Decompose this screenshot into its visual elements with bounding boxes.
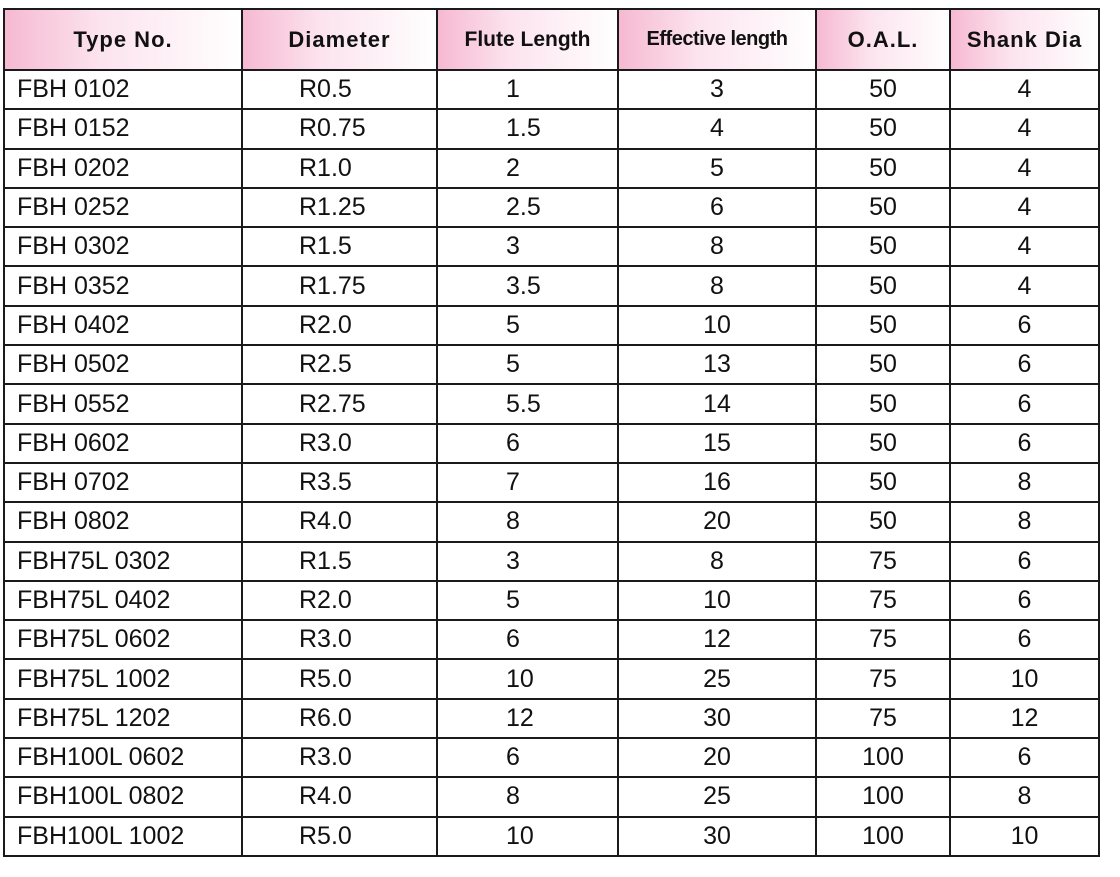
shank-dia-cell: 6 <box>950 384 1099 423</box>
diameter-cell: R3.0 <box>242 620 437 659</box>
flute-length-cell: 6 <box>437 424 618 463</box>
type-no-cell: FBH 0602 <box>4 424 242 463</box>
shank-dia-cell: 4 <box>950 266 1099 305</box>
flute-length-cell: 10 <box>437 817 618 856</box>
type-no-cell: FBH 0302 <box>4 227 242 266</box>
header-type-no: Type No. <box>4 9 242 70</box>
diameter-cell: R5.0 <box>242 817 437 856</box>
type-no-cell: FBH 0202 <box>4 149 242 188</box>
flute-length-cell: 5 <box>437 581 618 620</box>
diameter-cell: R5.0 <box>242 659 437 698</box>
shank-dia-cell: 6 <box>950 424 1099 463</box>
flute-length-cell: 6 <box>437 738 618 777</box>
type-no-cell: FBH75L 1202 <box>4 699 242 738</box>
flute-length-cell: 8 <box>437 502 618 541</box>
effective-length-cell: 8 <box>618 266 816 305</box>
diameter-cell: R2.0 <box>242 306 437 345</box>
effective-length-cell: 10 <box>618 581 816 620</box>
table-row <box>4 188 1099 227</box>
effective-length-cell: 15 <box>618 424 816 463</box>
table-row <box>4 70 1099 109</box>
oal-cell: 50 <box>816 463 950 502</box>
oal-cell: 50 <box>816 188 950 227</box>
oal-cell: 100 <box>816 738 950 777</box>
shank-dia-cell: 6 <box>950 345 1099 384</box>
diameter-cell: R6.0 <box>242 699 437 738</box>
table-row <box>4 109 1099 148</box>
oal-cell: 50 <box>816 227 950 266</box>
effective-length-cell: 4 <box>618 109 816 148</box>
oal-cell: 50 <box>816 502 950 541</box>
header-oal: O.A.L. <box>816 9 950 70</box>
diameter-cell: R4.0 <box>242 502 437 541</box>
shank-dia-cell: 10 <box>950 659 1099 698</box>
effective-length-cell: 30 <box>618 817 816 856</box>
diameter-cell: R1.25 <box>242 188 437 227</box>
oal-cell: 100 <box>816 817 950 856</box>
type-no-cell: FBH75L 0602 <box>4 620 242 659</box>
effective-length-cell: 8 <box>618 227 816 266</box>
table-row <box>4 659 1099 698</box>
diameter-cell: R3.0 <box>242 424 437 463</box>
type-no-cell: FBH 0152 <box>4 109 242 148</box>
flute-length-cell: 1 <box>437 70 618 109</box>
effective-length-cell: 8 <box>618 542 816 581</box>
shank-dia-cell: 8 <box>950 502 1099 541</box>
flute-length-cell: 5.5 <box>437 384 618 423</box>
diameter-cell: R2.0 <box>242 581 437 620</box>
flute-length-cell: 2 <box>437 149 618 188</box>
oal-cell: 100 <box>816 777 950 816</box>
shank-dia-cell: 8 <box>950 777 1099 816</box>
table-row <box>4 738 1099 777</box>
effective-length-cell: 16 <box>618 463 816 502</box>
table-header <box>4 9 1099 70</box>
effective-length-cell: 5 <box>618 149 816 188</box>
flute-length-cell: 12 <box>437 699 618 738</box>
flute-length-cell: 7 <box>437 463 618 502</box>
table-row <box>4 384 1099 423</box>
effective-length-cell: 13 <box>618 345 816 384</box>
table-row <box>4 817 1099 856</box>
table-row <box>4 581 1099 620</box>
diameter-cell: R1.5 <box>242 227 437 266</box>
shank-dia-cell: 6 <box>950 581 1099 620</box>
oal-cell: 50 <box>816 109 950 148</box>
flute-length-cell: 6 <box>437 620 618 659</box>
shank-dia-cell: 6 <box>950 620 1099 659</box>
table-row <box>4 345 1099 384</box>
effective-length-cell: 20 <box>618 502 816 541</box>
type-no-cell: FBH 0502 <box>4 345 242 384</box>
type-no-cell: FBH 0352 <box>4 266 242 305</box>
table-row <box>4 306 1099 345</box>
shank-dia-cell: 6 <box>950 738 1099 777</box>
effective-length-cell: 10 <box>618 306 816 345</box>
flute-length-cell: 3.5 <box>437 266 618 305</box>
table-row <box>4 463 1099 502</box>
header-shank-dia: Shank Dia <box>950 9 1099 70</box>
flute-length-cell: 10 <box>437 659 618 698</box>
spec-table <box>3 8 1100 857</box>
diameter-cell: R1.5 <box>242 542 437 581</box>
oal-cell: 50 <box>816 149 950 188</box>
oal-cell: 75 <box>816 659 950 698</box>
table-row <box>4 777 1099 816</box>
table-row <box>4 266 1099 305</box>
shank-dia-cell: 4 <box>950 227 1099 266</box>
flute-length-cell: 1.5 <box>437 109 618 148</box>
table-row <box>4 620 1099 659</box>
effective-length-cell: 3 <box>618 70 816 109</box>
shank-dia-cell: 4 <box>950 70 1099 109</box>
oal-cell: 75 <box>816 620 950 659</box>
shank-dia-cell: 6 <box>950 542 1099 581</box>
type-no-cell: FBH100L 0802 <box>4 777 242 816</box>
header-effective-length: Effective length <box>618 9 816 70</box>
shank-dia-cell: 4 <box>950 188 1099 227</box>
oal-cell: 50 <box>816 424 950 463</box>
table-row <box>4 424 1099 463</box>
shank-dia-cell: 12 <box>950 699 1099 738</box>
oal-cell: 75 <box>816 542 950 581</box>
type-no-cell: FBH 0402 <box>4 306 242 345</box>
oal-cell: 50 <box>816 266 950 305</box>
type-no-cell: FBH75L 0402 <box>4 581 242 620</box>
effective-length-cell: 30 <box>618 699 816 738</box>
header-flute-length: Flute Length <box>437 9 618 70</box>
diameter-cell: R3.0 <box>242 738 437 777</box>
type-no-cell: FBH 0252 <box>4 188 242 227</box>
table-row <box>4 149 1099 188</box>
diameter-cell: R1.0 <box>242 149 437 188</box>
table-row <box>4 699 1099 738</box>
oal-cell: 50 <box>816 345 950 384</box>
diameter-cell: R2.75 <box>242 384 437 423</box>
type-no-cell: FBH 0102 <box>4 70 242 109</box>
flute-length-cell: 3 <box>437 227 618 266</box>
effective-length-cell: 12 <box>618 620 816 659</box>
diameter-cell: R1.75 <box>242 266 437 305</box>
flute-length-cell: 3 <box>437 542 618 581</box>
flute-length-cell: 8 <box>437 777 618 816</box>
flute-length-cell: 2.5 <box>437 188 618 227</box>
diameter-cell: R2.5 <box>242 345 437 384</box>
shank-dia-cell: 4 <box>950 109 1099 148</box>
diameter-cell: R4.0 <box>242 777 437 816</box>
type-no-cell: FBH100L 1002 <box>4 817 242 856</box>
oal-cell: 75 <box>816 581 950 620</box>
shank-dia-cell: 6 <box>950 306 1099 345</box>
type-no-cell: FBH 0702 <box>4 463 242 502</box>
oal-cell: 50 <box>816 70 950 109</box>
header-row <box>4 9 1099 70</box>
flute-length-cell: 5 <box>437 345 618 384</box>
table-row <box>4 227 1099 266</box>
oal-cell: 50 <box>816 306 950 345</box>
shank-dia-cell: 4 <box>950 149 1099 188</box>
diameter-cell: R0.75 <box>242 109 437 148</box>
effective-length-cell: 25 <box>618 777 816 816</box>
header-diameter: Diameter <box>242 9 437 70</box>
table-body <box>4 70 1099 856</box>
oal-cell: 50 <box>816 384 950 423</box>
type-no-cell: FBH75L 0302 <box>4 542 242 581</box>
type-no-cell: FBH 0802 <box>4 502 242 541</box>
type-no-cell: FBH100L 0602 <box>4 738 242 777</box>
table-row <box>4 542 1099 581</box>
table-row <box>4 502 1099 541</box>
type-no-cell: FBH75L 1002 <box>4 659 242 698</box>
diameter-cell: R3.5 <box>242 463 437 502</box>
type-no-cell: FBH 0552 <box>4 384 242 423</box>
effective-length-cell: 6 <box>618 188 816 227</box>
effective-length-cell: 14 <box>618 384 816 423</box>
shank-dia-cell: 8 <box>950 463 1099 502</box>
diameter-cell: R0.5 <box>242 70 437 109</box>
oal-cell: 75 <box>816 699 950 738</box>
shank-dia-cell: 10 <box>950 817 1099 856</box>
effective-length-cell: 25 <box>618 659 816 698</box>
effective-length-cell: 20 <box>618 738 816 777</box>
flute-length-cell: 5 <box>437 306 618 345</box>
